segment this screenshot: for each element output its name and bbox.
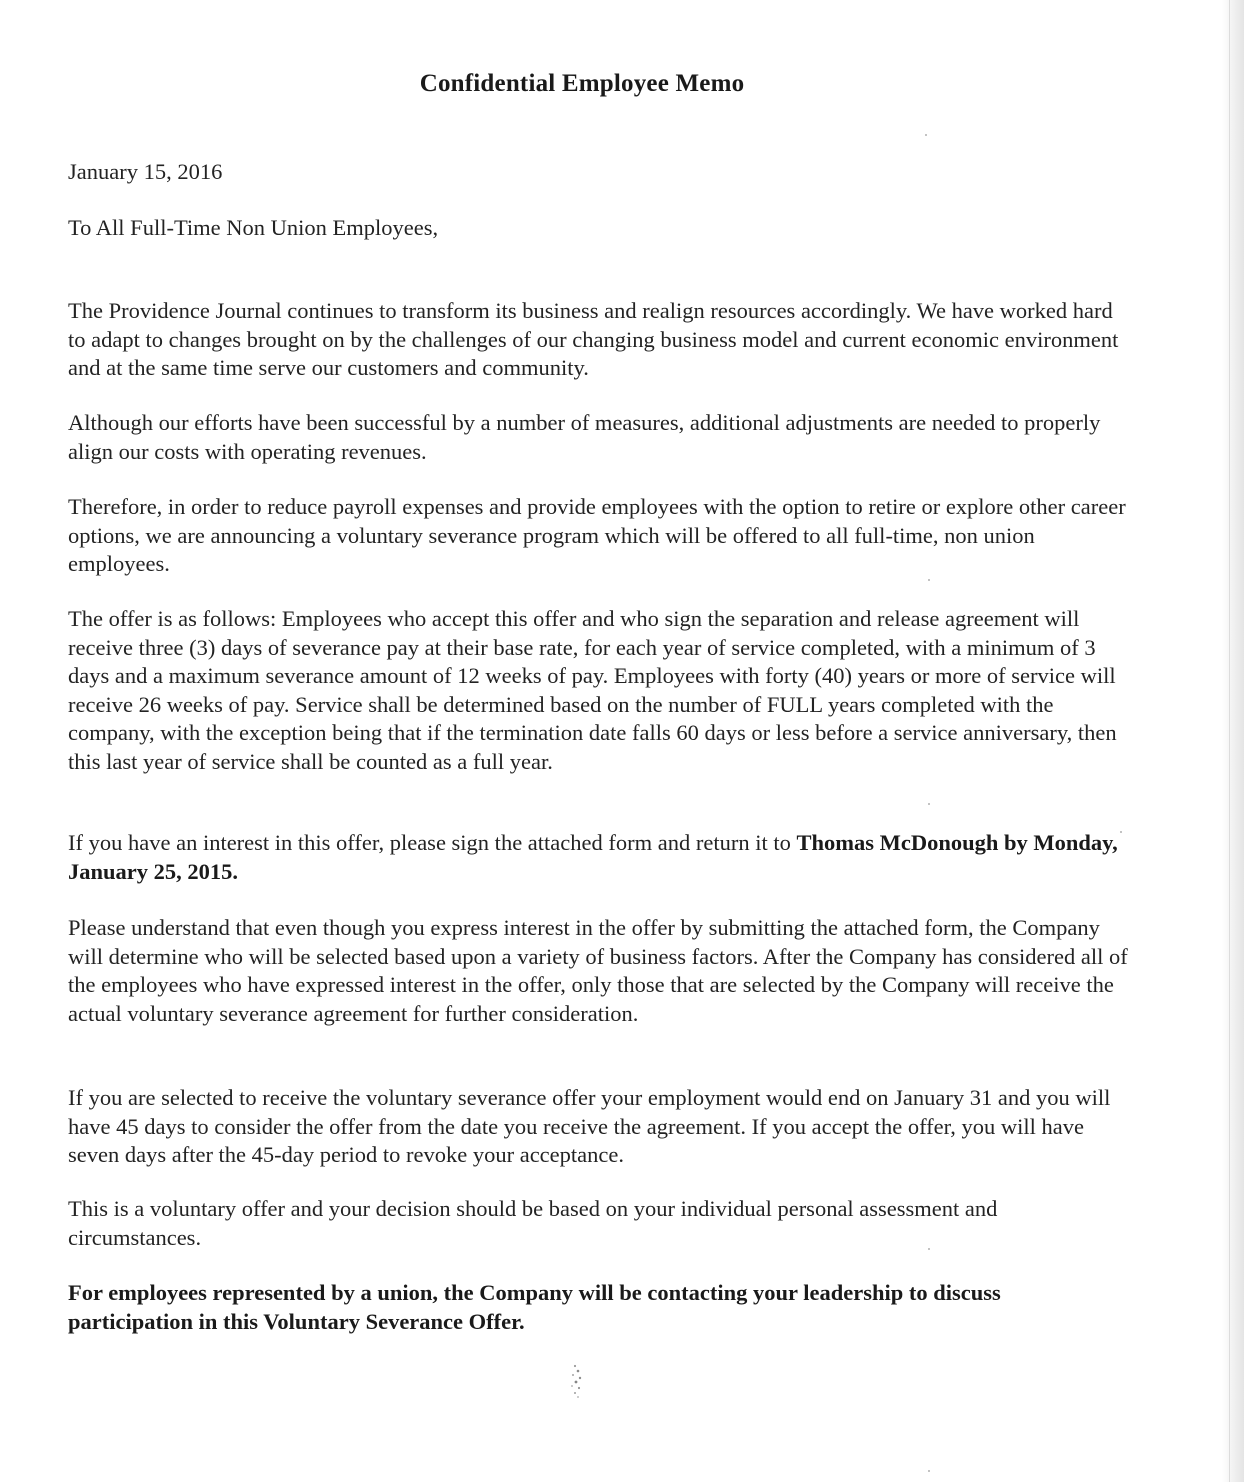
paragraph-severance-program xyxy=(68,493,1128,579)
memo-title: Confidential Employee Memo xyxy=(419,70,745,97)
scan-smudge xyxy=(566,1362,588,1402)
paragraph-voluntary xyxy=(68,1195,1128,1252)
paragraph-7-text: If you are selected to receive the voluntary severance offer your employment would end on January 31 and you will have 45 days to consider the offer from the date you receive the agreement. If you accept the offer, you will have seven days after the 45-day period to revoke your acceptance. xyxy=(68,1085,1111,1168)
paragraph-interest-deadline xyxy=(68,829,1128,886)
scan-speck xyxy=(928,803,930,805)
paragraph-1-text: The Providence Journal continues to transform its business and realign resources accordingly. We have worked hard to adapt to changes brought on by the challenges of our changing business model and current economic environment and at the same time serve our customers and community. xyxy=(68,298,1119,381)
paragraph-2-text: Although our efforts have been successful by a number of measures, additional adjustments are needed to properly align our costs with operating revenues. xyxy=(68,410,1101,464)
memo-salutation: To All Full-Time Non Union Employees, xyxy=(68,215,439,240)
paragraph-3-text: Therefore, in order to reduce payroll expenses and provide employees with the option to retire or explore other career options, we are announcing a voluntary severance program which will be offered to all full-time, non union employees. xyxy=(68,494,1126,577)
paragraph-union-notice xyxy=(68,1279,1128,1336)
paragraph-selection xyxy=(68,914,1128,1028)
paragraph-offer-terms xyxy=(68,605,1128,777)
paragraph-6-text: Please understand that even though you express interest in the offer by submitting the attached form, the Company will determine who will be selected based upon a variety of business factors. After the Company has considered all of the employees who have expressed interest in the offer, only those that are selected by the Company will receive the actual voluntary severance agreement for further consideration. xyxy=(68,915,1128,1026)
deadline-contact: Thomas McDonough by Monday, January 25, 2015. xyxy=(68,830,1118,884)
paragraph-adjustments xyxy=(68,409,1128,466)
scan-edge xyxy=(1222,0,1244,1482)
paragraph-transformation xyxy=(68,297,1128,383)
paragraph-employment-end xyxy=(68,1084,1128,1170)
scan-speck xyxy=(925,134,927,136)
scan-speck xyxy=(928,1248,930,1250)
paragraph-8-text: This is a voluntary offer and your decision should be based on your individual personal assessment and circumstances. xyxy=(68,1196,998,1250)
scan-speck xyxy=(1120,831,1122,833)
paragraph-5-intro: If you have an interest in this offer, please sign the attached form and return it to xyxy=(68,830,797,855)
paragraph-4-text: The offer is as follows: Employees who accept this offer and who sign the separation and release agreement will receive three (3) days of severance pay at their base rate, for each year of service completed, with a minimum of 3 days and a maximum severance amount of 12 weeks of pay. Employees with forty (40) years or more of service will receive 26 weeks of pay. Service shall be determined based on the number of FULL years completed with the company, with the exception being that if the termination date falls 60 days or less before a service anniversary, then this last year of service shall be counted as a full year. xyxy=(68,606,1117,774)
memo-date: January 15, 2016 xyxy=(68,159,223,184)
scan-speck xyxy=(928,1470,930,1472)
scan-speck xyxy=(928,579,930,581)
paragraph-9-text: For employees represented by a union, the Company will be contacting your leadership to discuss participation in this Voluntary Severance Offer. xyxy=(68,1280,1001,1334)
scan-edge-line xyxy=(1229,0,1230,1482)
